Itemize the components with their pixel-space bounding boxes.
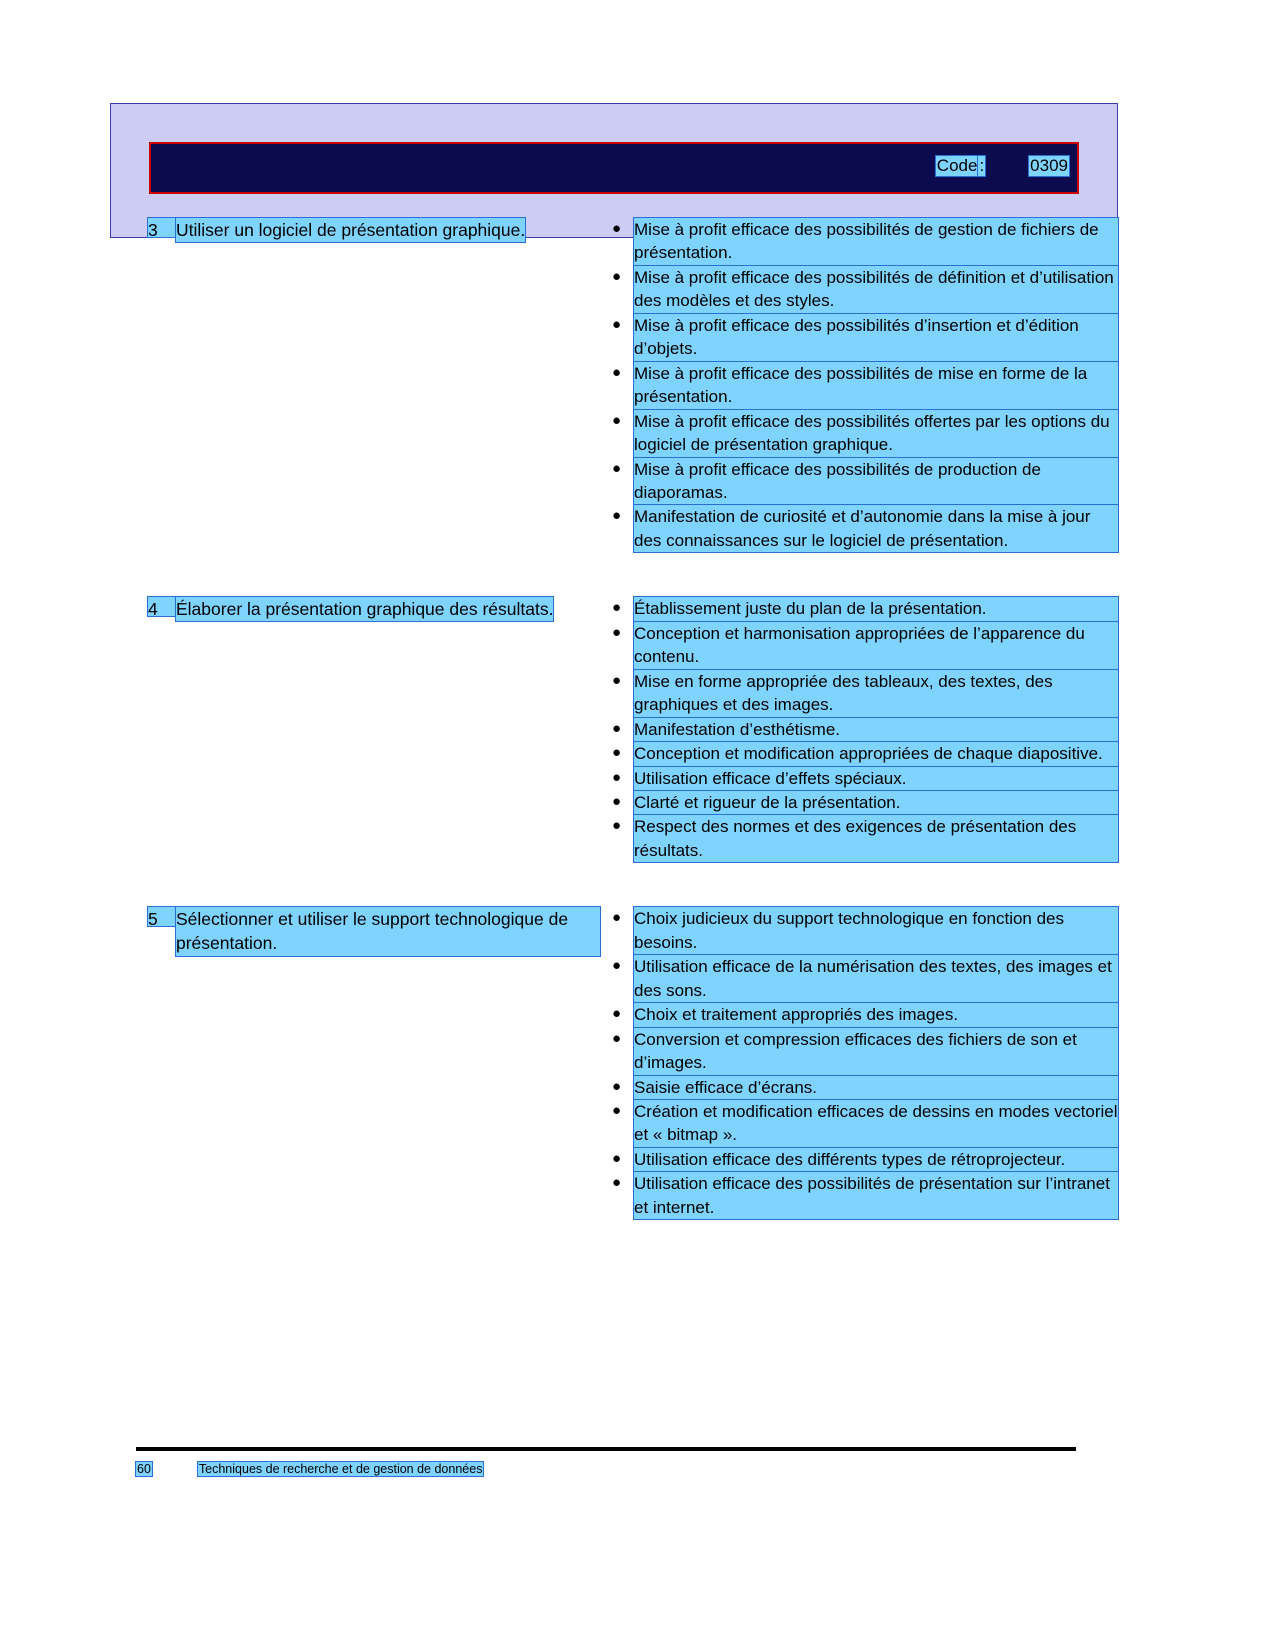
criteria-list bbox=[612, 907, 1118, 1219]
criterion-text: Respect des normes et des exigences de présentation des résultats. bbox=[634, 815, 1118, 862]
list-item bbox=[612, 742, 1118, 765]
criteria-cell bbox=[600, 218, 1118, 553]
bullet-icon: ● bbox=[612, 411, 622, 429]
bullet-icon: ● bbox=[612, 599, 622, 617]
bullet-icon: ● bbox=[612, 719, 622, 737]
criterion-text: Création et modification efficaces de dessins en modes vectoriel et « bitmap ». bbox=[634, 1100, 1118, 1147]
task-label: Sélectionner et utiliser le support technologique de présentation. bbox=[176, 907, 600, 955]
list-item bbox=[612, 907, 1118, 954]
bullet-icon: ● bbox=[612, 315, 622, 333]
list-item bbox=[612, 1076, 1118, 1099]
list-item bbox=[612, 458, 1118, 505]
criterion-text: Manifestation d’esthétisme. bbox=[634, 718, 1118, 741]
code-field bbox=[936, 156, 1069, 176]
list-item bbox=[612, 815, 1118, 862]
criterion-text: Mise à profit efficace des possibilités d’insertion et d’édition d’objets. bbox=[634, 314, 1118, 361]
task-number: 3 bbox=[148, 218, 176, 237]
bullet-icon: ● bbox=[612, 1174, 622, 1192]
header-code-bar bbox=[149, 142, 1079, 194]
code-value: 0309 bbox=[1030, 156, 1068, 175]
criteria-list bbox=[612, 597, 1118, 862]
criteria-cell bbox=[600, 597, 1118, 863]
criterion-text: Choix et traitement appropriés des images. bbox=[634, 1003, 1118, 1026]
list-item bbox=[612, 1028, 1118, 1075]
list-item bbox=[612, 670, 1118, 717]
bullet-icon: ● bbox=[612, 744, 622, 762]
footer-divider bbox=[136, 1447, 1076, 1451]
criterion-text: Utilisation efficace de la numérisation des textes, des images et des sons. bbox=[634, 955, 1118, 1002]
task bbox=[148, 597, 600, 621]
list-item bbox=[612, 622, 1118, 669]
bullet-icon: ● bbox=[612, 671, 622, 689]
list-item bbox=[612, 410, 1118, 457]
task bbox=[148, 218, 600, 242]
bullet-icon: ● bbox=[612, 1005, 622, 1023]
competency-table bbox=[110, 218, 1118, 1244]
row-spacer bbox=[110, 887, 1118, 907]
page-footer bbox=[136, 1462, 483, 1476]
bullet-icon: ● bbox=[612, 623, 622, 641]
task-number: 4 bbox=[148, 597, 176, 616]
bullet-icon: ● bbox=[612, 1149, 622, 1167]
criterion-text: Utilisation efficace des différents types de rétroprojecteur. bbox=[634, 1148, 1118, 1171]
footer-document-title: Techniques de recherche et de gestion de données bbox=[198, 1462, 483, 1476]
criteria-list bbox=[612, 218, 1118, 552]
criteria-cell bbox=[600, 907, 1118, 1220]
criterion-text: Mise à profit efficace des possibilités offertes par les options du logiciel de présentation graphique. bbox=[634, 410, 1118, 457]
list-item bbox=[612, 266, 1118, 313]
criterion-text: Conversion et compression efficaces des fichiers de son et d’images. bbox=[634, 1028, 1118, 1075]
bullet-icon: ● bbox=[612, 267, 622, 285]
row-spacer bbox=[110, 577, 1118, 597]
criterion-text: Mise à profit efficace des possibilités de définition et d’utilisation des modèles et des styles. bbox=[634, 266, 1118, 313]
footer-page-number: 60 bbox=[137, 1462, 151, 1476]
criterion-text: Conception et harmonisation appropriées de l’apparence du contenu. bbox=[634, 622, 1118, 669]
list-item bbox=[612, 718, 1118, 741]
bullet-icon: ● bbox=[612, 1077, 622, 1095]
bullet-icon: ● bbox=[612, 792, 622, 810]
criterion-text: Mise en forme appropriée des tableaux, des textes, des graphiques et des images. bbox=[634, 670, 1118, 717]
list-item bbox=[612, 1148, 1118, 1171]
code-label: Code bbox=[936, 156, 978, 175]
list-item bbox=[612, 314, 1118, 361]
task-number: 5 bbox=[148, 907, 176, 926]
bullet-icon: ● bbox=[612, 957, 622, 975]
task bbox=[148, 907, 600, 955]
list-item bbox=[612, 1100, 1118, 1147]
list-item bbox=[612, 362, 1118, 409]
criterion-text: Saisie efficace d’écrans. bbox=[634, 1076, 1118, 1099]
list-item bbox=[612, 767, 1118, 790]
task-label: Utiliser un logiciel de présentation graphique. bbox=[176, 218, 525, 242]
criterion-text: Clarté et rigueur de la présentation. bbox=[634, 791, 1118, 814]
bullet-icon: ● bbox=[612, 363, 622, 381]
bullet-icon: ● bbox=[612, 817, 622, 835]
criterion-text: Mise à profit efficace des possibilités de gestion de fichiers de présentation. bbox=[634, 218, 1118, 265]
list-item bbox=[612, 505, 1118, 552]
list-item bbox=[612, 218, 1118, 265]
bullet-icon: ● bbox=[612, 507, 622, 525]
criterion-text: Mise à profit efficace des possibilités de production de diaporamas. bbox=[634, 458, 1118, 505]
criterion-text: Conception et modification appropriées de chaque diapositive. bbox=[634, 742, 1118, 765]
table-row bbox=[110, 218, 1118, 553]
criterion-text: Mise à profit efficace des possibilités de mise en forme de la présentation. bbox=[634, 362, 1118, 409]
list-item bbox=[612, 791, 1118, 814]
task-cell bbox=[110, 907, 600, 955]
list-item bbox=[612, 955, 1118, 1002]
task-cell bbox=[110, 218, 600, 242]
list-item bbox=[612, 597, 1118, 620]
criterion-text: Établissement juste du plan de la présentation. bbox=[634, 597, 1118, 620]
code-separator: : bbox=[979, 156, 985, 175]
list-item bbox=[612, 1172, 1118, 1219]
criterion-text: Utilisation efficace des possibilités de présentation sur l’intranet et internet. bbox=[634, 1172, 1118, 1219]
criterion-text: Manifestation de curiosité et d’autonomie dans la mise à jour des connaissances sur le logiciel de présentation. bbox=[634, 505, 1118, 552]
table-row bbox=[110, 597, 1118, 863]
bullet-icon: ● bbox=[612, 1101, 622, 1119]
task-cell bbox=[110, 597, 600, 621]
criterion-text: Choix judicieux du support technologique en fonction des besoins. bbox=[634, 907, 1118, 954]
table-row bbox=[110, 907, 1118, 1220]
bullet-icon: ● bbox=[612, 1029, 622, 1047]
bullet-icon: ● bbox=[612, 909, 622, 927]
list-item bbox=[612, 1003, 1118, 1026]
bullet-icon: ● bbox=[612, 768, 622, 786]
bullet-icon: ● bbox=[612, 220, 622, 237]
bullet-icon: ● bbox=[612, 459, 622, 477]
criterion-text: Utilisation efficace d’effets spéciaux. bbox=[634, 767, 1118, 790]
task-label: Élaborer la présentation graphique des résultats. bbox=[176, 597, 553, 621]
